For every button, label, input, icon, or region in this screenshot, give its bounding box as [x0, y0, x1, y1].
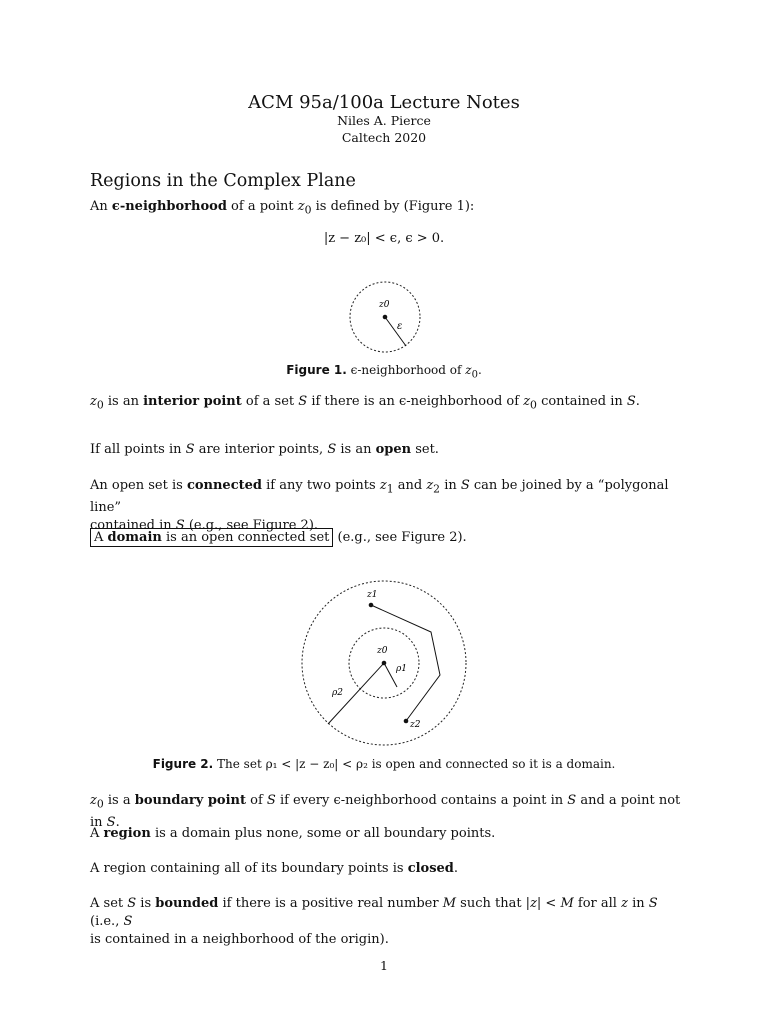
text: in	[627, 896, 649, 911]
term-connected: connected	[186, 478, 262, 493]
text: set.	[411, 442, 439, 457]
domain-definition-box	[90, 528, 333, 547]
rho1-label: ρ1	[396, 664, 408, 674]
section-heading: Regions in the Complex Plane	[90, 171, 356, 191]
polygonal-line	[371, 605, 440, 721]
text: for all	[573, 896, 622, 911]
math-S: S	[567, 793, 577, 808]
text: (e.g., see Figure 2).	[333, 530, 467, 545]
math-sub: 0	[304, 203, 312, 217]
caption-text: .	[477, 363, 482, 377]
math-M: M	[560, 896, 574, 911]
text: if there is an ϵ-neighborhood of	[307, 394, 524, 409]
text: if any two points	[261, 478, 380, 493]
institution-year: Caltech 2020	[341, 130, 427, 145]
text: A set	[90, 896, 128, 911]
z1-point	[369, 603, 374, 608]
text: A	[94, 530, 108, 545]
paragraph-connected	[90, 477, 690, 535]
z2-label: z2	[410, 720, 421, 730]
z0-label: z0	[379, 300, 390, 310]
paragraph-domain	[90, 529, 690, 547]
math-S: S	[106, 814, 116, 830]
math-S: S	[460, 478, 470, 493]
text: is	[136, 896, 156, 911]
text: .	[453, 861, 459, 876]
term-domain: domain	[107, 530, 162, 545]
text: An	[90, 199, 112, 214]
math-sub: 1	[386, 482, 394, 496]
term-epsilon-neighborhood: ϵ-neighborhood	[111, 199, 227, 214]
term-open: open	[375, 442, 412, 457]
text: such that |	[456, 896, 531, 911]
text: is a domain plus none, some or all boundary points.	[150, 826, 496, 841]
math-z: z	[297, 199, 305, 214]
math-S: S	[298, 394, 308, 409]
math-sub: 0	[471, 369, 478, 381]
text: and a point not in	[90, 793, 681, 830]
text: is a	[103, 793, 135, 808]
caption-text: The set ρ₁ < |z − z₀| < ρ₂ is open and connected so it is a domain.	[213, 757, 616, 771]
math-z: z	[90, 793, 97, 808]
math-z: z	[90, 394, 97, 409]
math-S: S	[626, 394, 636, 409]
text: can be joined by a “polygonal line”	[90, 478, 669, 515]
math-S: S	[327, 442, 337, 457]
z2-point	[404, 719, 409, 724]
math-z: z	[530, 896, 537, 911]
text: contained in	[90, 517, 176, 533]
math-S: S	[175, 517, 185, 533]
term-interior-point: interior point	[143, 394, 242, 409]
text: A region containing all of its boundary points is	[90, 861, 408, 876]
text: is an	[336, 442, 376, 457]
text: contained in	[536, 394, 627, 409]
text: An open set is	[90, 478, 187, 493]
math-z: z	[621, 896, 628, 911]
page-number: 1	[380, 958, 388, 973]
author: Niles A. Pierce	[337, 113, 431, 128]
paragraph-bounded	[90, 895, 690, 949]
text: of a set	[241, 394, 299, 409]
text: | <	[536, 896, 561, 911]
math-S: S	[123, 914, 133, 929]
text: (e.g., see Figure 2).	[184, 517, 319, 533]
epsilon-radius-line	[385, 317, 406, 346]
paragraph-interior-point	[90, 393, 690, 415]
text: if every ϵ-neighborhood contains a point in	[275, 793, 568, 808]
math-sub: 0	[96, 797, 104, 811]
text: is an open connected set	[161, 530, 330, 545]
figure-2-caption	[0, 757, 768, 771]
text: are interior points,	[194, 442, 328, 457]
paragraph-open-set	[90, 441, 690, 459]
caption-text: ϵ-neighborhood of	[346, 363, 466, 377]
document-title: ACM 95a/100a Lecture Notes	[248, 92, 520, 113]
math-S: S	[266, 793, 276, 808]
text: is an	[103, 394, 144, 409]
equation-neighborhood: |z − z₀| < ϵ, ϵ > 0.	[323, 231, 445, 246]
text: of a point	[226, 199, 298, 214]
epsilon-label: ε	[397, 321, 403, 332]
term-region: region	[103, 826, 151, 841]
caption-label: Figure 2.	[152, 757, 214, 771]
paragraph-closed	[90, 860, 690, 878]
z0-label: z0	[377, 646, 388, 656]
math-z: z	[426, 478, 434, 493]
figure-1-caption	[0, 363, 768, 380]
z1-label: z1	[367, 590, 378, 600]
figure-2-diagram	[290, 575, 480, 755]
term-boundary-point: boundary point	[134, 793, 246, 808]
text: and	[393, 478, 427, 493]
math-sub: 2	[433, 482, 441, 496]
text: if there is a positive real number	[218, 896, 443, 911]
math-S: S	[185, 442, 195, 457]
term-bounded: bounded	[155, 896, 219, 911]
math-S: S	[648, 896, 658, 911]
text: .	[635, 394, 640, 409]
text: in	[440, 478, 461, 493]
math-z: z	[523, 394, 531, 409]
math-sub: 0	[530, 398, 537, 412]
figure-1-diagram	[340, 275, 430, 360]
term-closed: closed	[407, 861, 454, 876]
math-z: z	[465, 363, 472, 377]
math-z: z	[379, 478, 387, 493]
text: is defined by (Figure 1):	[311, 199, 475, 214]
paragraph-neighborhood-definition	[90, 198, 690, 220]
math-M: M	[442, 896, 457, 911]
paragraph-region	[90, 825, 690, 843]
rho2-label: ρ2	[332, 688, 344, 698]
text: A	[90, 826, 104, 841]
caption-label: Figure 1.	[286, 363, 347, 377]
text: .	[115, 814, 120, 830]
text: If all points in	[90, 442, 186, 457]
math-S: S	[127, 896, 137, 911]
text: (i.e.,	[90, 914, 124, 929]
text: is contained in a neighborhood of the origin).	[90, 932, 389, 947]
math-sub: 0	[96, 398, 104, 412]
text: of	[246, 793, 267, 808]
